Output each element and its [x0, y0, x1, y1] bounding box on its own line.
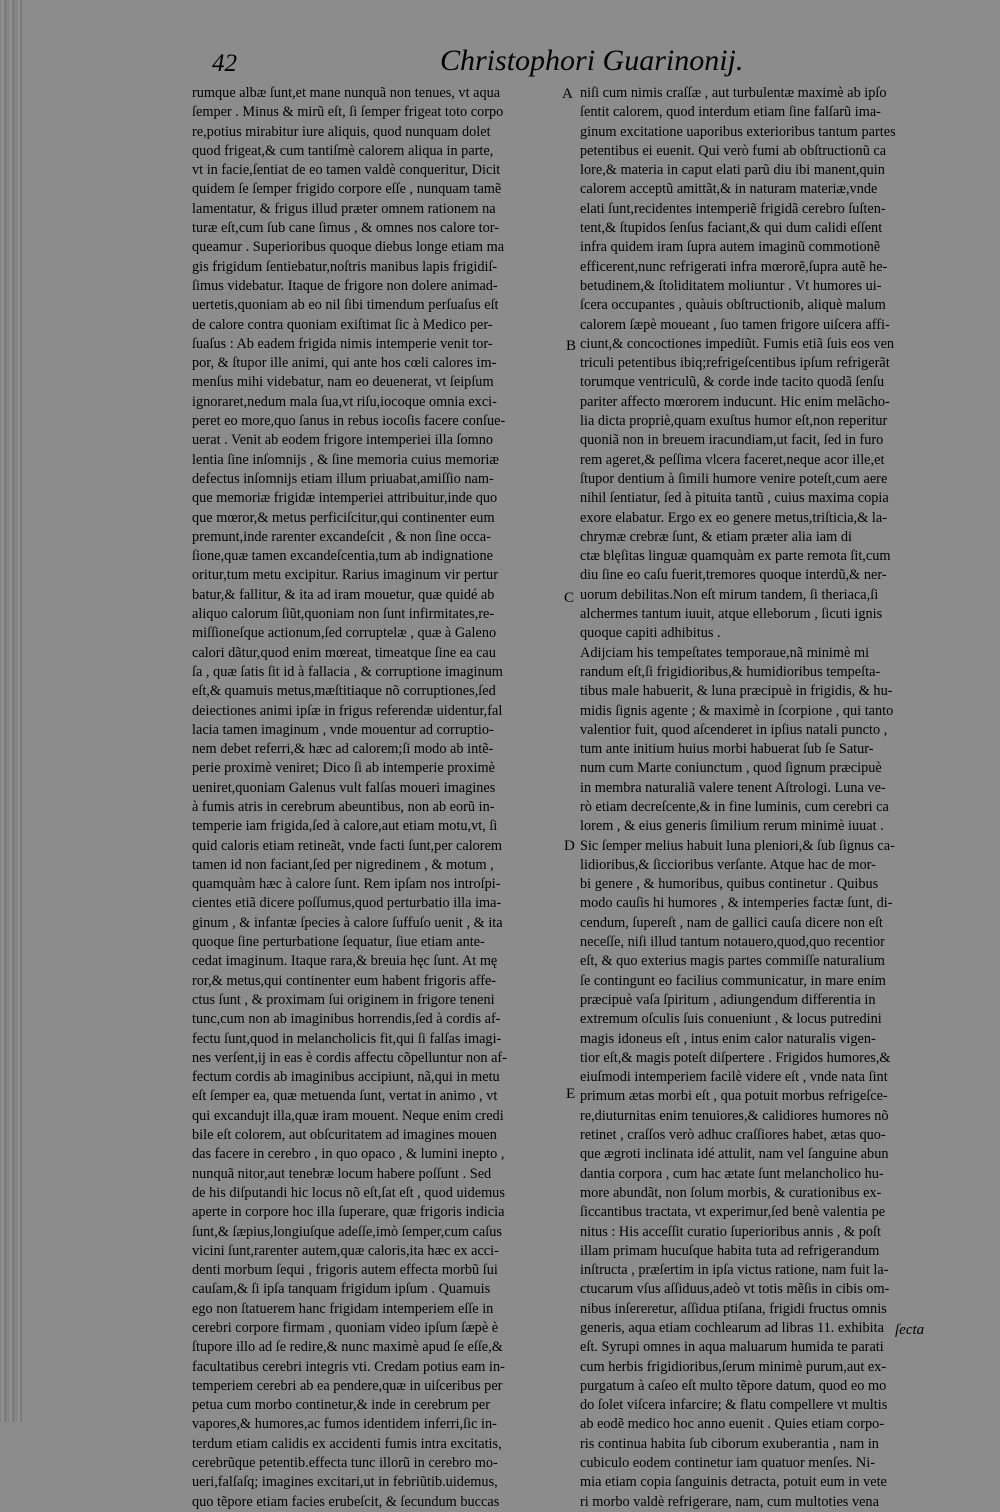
- text-line: de his diſputandi hic locus nõ eſt,ſat eſt , quod uidemus: [192, 1184, 505, 1201]
- text-line: valentior fuit, quod aſcenderet in ipſius natali puncto ,: [580, 721, 888, 738]
- margin-marker-d: D: [564, 838, 575, 854]
- text-line: illam primam hucuſque habita tuta ad refrigerandum: [580, 1242, 880, 1259]
- text-line: facultatibus cerebri integris vti. Credam potius eam in-: [192, 1358, 505, 1375]
- running-head: Christophori Guarinonij.: [440, 44, 744, 77]
- text-line: ciunt,& concoctiones impediũt. Fumis etiã ſuis eos ven: [580, 335, 895, 352]
- text-line: temperiem cerebri ab ea pendere,quæ in uiſceribus per: [192, 1377, 503, 1394]
- text-line: quidem ſe ſemper frigido corpore eſſe , nunquam tamẽ: [192, 181, 502, 198]
- text-line: ſentit calorem, quod interdum etiam ſine falſarũ ima-: [580, 104, 881, 121]
- text-line: eſt, & quo exterius magis partes commiſſe naturalium: [580, 953, 885, 970]
- right-text-column: [580, 84, 956, 1512]
- text-line: eſt. Syrupi omnes in aqua maluarum humida te parati: [580, 1339, 884, 1356]
- text-line: uertetis,quoniam ab eo nil ſibi timendum perſuaſus eſt: [192, 297, 499, 314]
- left-text-column: [192, 84, 552, 1512]
- text-line: tunc,cum non ab imaginibus horrendis,ſed à cordis af-: [192, 1011, 501, 1028]
- text-line: ab eodẽ medico hoc anno euenit . Quies etiam corpo-: [580, 1416, 885, 1433]
- text-line: ſione,quæ tamen excandeſcentia,tum ab indignatione: [192, 548, 493, 565]
- text-line: menſus mihi videbatur, nam eo deuenerat, vt ſeipſum: [192, 374, 494, 391]
- margin-marker-b: B: [566, 338, 577, 354]
- text-line: cubiculo eodem continetur iam quatuor menſes. Ni-: [580, 1455, 875, 1472]
- text-line: tamen id non faciant,ſed per nigredinem , & motum ,: [192, 856, 494, 873]
- text-line: petentibus ei euenit. Qui verò fumi ab obſtructionũ ca: [580, 142, 887, 159]
- text-line: lamentatur, & frigus illud præter omnem rationem na: [192, 200, 496, 217]
- text-line: rem ageret,& peſſima vlcera faceret,neque acor ille,et: [580, 451, 885, 468]
- text-line: chrymæ crebræ ſunt, & etiam præter alia iam di: [580, 528, 852, 545]
- text-line: randum eſt,ſi frigidioribus,& humidioribus tempeſta-: [580, 663, 881, 680]
- text-line: rò etiam decreſcente,& in fine luminis, cum cerebri ca: [580, 798, 889, 815]
- text-line: por, & ſtupor ille animi, qui ante hos cœli calores im-: [192, 355, 497, 372]
- text-line: gis frigidum ſentiebatur,noſtris manibus lapis frigidiſ-: [192, 258, 498, 275]
- text-line: torumque ventriculũ, & corde inde tacito quodã ſenſu: [580, 374, 885, 391]
- text-line: cerebrũque petentib.effecta tunc illorũ in cerebro mo-: [192, 1455, 498, 1472]
- catchword: ſecta: [895, 1322, 925, 1338]
- text-line: quid caloris etiam retineãt, vnde facti ſunt,per calorem: [192, 837, 503, 854]
- text-line: ginum , & infantæ ſpecies à calore ſuffuſo uenit , & ita: [192, 914, 503, 931]
- margin-marker-a: A: [562, 86, 573, 102]
- page-edge-shadow: [0, 0, 22, 1422]
- text-line: ſimus videbatur. Itaque de frigore non dolere animad-: [192, 277, 498, 294]
- margin-marker-c: C: [564, 590, 575, 606]
- text-line: midis ſignis agente ; & maximè in ſcorpione , qui tanto: [580, 702, 894, 719]
- text-line: batur,& fallitur, & ita ad iram mouetur, quæ quidé ab: [192, 586, 495, 603]
- text-line: petua cum morbo continetur,& inde in cerebrum per: [192, 1397, 490, 1414]
- text-line: nibus inſereretur, aſſidua ptiſana, frigidi fructus omnis: [580, 1300, 887, 1317]
- text-line: Sic ſemper melius habuit luna pleniori,& ſub ſignus ca-: [580, 837, 895, 854]
- text-line: queamur . Superioribus quoque diebus longe etiam ma: [192, 239, 505, 256]
- text-line: eſt,& quamuis metus,mæſtitiaque nõ corruptiones,ſed: [192, 683, 496, 700]
- text-line: efficerent,nunc refrigerati infra mœrorẽ,ſupra autẽ he-: [580, 258, 888, 275]
- text-line: eſt ſemper ea, quæ metuenda ſunt, vertat in animo , vt: [192, 1088, 498, 1105]
- text-line: triculi petentibus ibiq;refrigeſcentibus ipſum refrigerãt: [580, 355, 890, 372]
- text-line: calorem acceptũ amittãt,& in naturam materiæ,vnde: [580, 181, 878, 198]
- text-line: fectum cordis ab imaginibus accipiunt, nã,qui in metu: [192, 1069, 500, 1086]
- text-line: re,potius mirabitur iure aliquis, quod nunquam dolet: [192, 123, 491, 140]
- page-number: 42: [212, 50, 237, 77]
- text-line: quo tẽpore etiam facies erubeſcit, & ſecundum buccas: [192, 1493, 500, 1510]
- text-line: in membra naturaliã valere tenent Aſtrologi. Luna ve-: [580, 779, 886, 796]
- text-line: à fumis atris in cerebrum abeuntibus, non ab eorũ in-: [192, 798, 495, 815]
- text-line: diu ſine eo caſu fuerit,tremores quoque interdũ,& ner-: [580, 567, 887, 584]
- text-line: terdum etiam calidis ex accidenti fumis intra excitatis,: [192, 1435, 502, 1452]
- text-line: retinet , craſſos verò adhuc craſſiores habet, ætas quo-: [580, 1127, 886, 1144]
- text-line: premunt,inde rarenter excandeſcit , & non ſine occa-: [192, 528, 491, 545]
- text-line: ri morbo valdè refrigerare, nam, cum multoties vena: [580, 1493, 879, 1510]
- text-line: ſa , quæ ſatis ſit id à fallacia , & corruptione imaginum: [192, 663, 503, 680]
- text-line: modo cauſis hi humores , & intemperies factæ ſunt, di-: [580, 895, 893, 912]
- text-line: denti morbum ſequi , frigoris autem effecta morbũ ſui: [192, 1262, 498, 1279]
- text-line: ctæ blęſitas linguæ quamquàm ex parte remota ſit,cum: [580, 548, 891, 565]
- text-line: ſe contingunt eo facilius communicatur, in mare enim: [580, 972, 886, 989]
- text-line: quod frigeat,& cum tantiſmè calorem aliqua in parte,: [192, 142, 494, 159]
- text-line: ſtupor dentium à ſimili humore venire poteſt,cum aere: [580, 470, 888, 487]
- text-line: lentia ſine inſomnijs , & ſine memoria cuius memoriæ: [192, 451, 499, 468]
- text-line: calorem ſæpè moueant , ſuo tamen frigore uiſcera affi-: [580, 316, 890, 333]
- text-line: pariter affecto mœrorem inducunt. Hic enim melãcho-: [580, 393, 890, 410]
- text-line: lia dicta propriè,quam exuſtus humor eſt,non reperitur: [580, 413, 888, 430]
- text-line: ſtupore illo ad ſe redire,& nunc maximè apud ſe eſſe,&: [192, 1339, 503, 1356]
- text-line: purgatum à caſeo eſt multo tẽpore datum, quod eo mo: [580, 1377, 887, 1394]
- text-line: cendum, ſupereſt , nam de gallici cauſa dicere non eſt: [580, 914, 883, 931]
- text-line: ueri,falſaſq; imagines excitari,ut in febriũtib.uidemus,: [192, 1474, 498, 1491]
- text-line: ctucarum vſus aſſiduus,adeò vt totis mẽſis in cibis om-: [580, 1281, 890, 1298]
- text-line: ſunt,& ſæpius,longiuſque adeſſe,imò ſemper,cum caſus: [192, 1223, 502, 1240]
- text-line: uerat . Venit ab eodem frigore intemperiei illa ſomno: [192, 432, 494, 449]
- text-line: aperte in corpore hoc illa ſuperare, quæ frigoris indicia: [192, 1204, 505, 1221]
- text-line: vt in facie,ſentiat de eo tamen valdè conqueritur, Dicit: [192, 162, 501, 179]
- text-line: oritur,tum metu excipitur. Rarius imaginum vir pertur: [192, 567, 498, 584]
- text-line: ignoraret,nedum mala ſua,vt riſu,iocoque omnia exci-: [192, 393, 497, 410]
- text-line: turæ eſt,cum ſub cane ſimus , & omnes nos calore tor-: [192, 220, 500, 237]
- text-line: quoniã non in breuem iracundiam,ut facit, ſed in furo: [580, 432, 884, 449]
- text-line: generis, aqua etiam cochlearum ad libras 11. exhibita: [580, 1320, 884, 1336]
- text-line: ctus ſunt , & proximam ſui originem in frigore teneni: [192, 991, 495, 1008]
- text-line: quoque capiti adhibitus .: [580, 625, 721, 642]
- text-line: temperie iam frigida,ſed à calore,aut etiam motu,vt, ſi: [192, 818, 498, 835]
- text-line: tum ante initium huius morbi habuerat ſub ſe Satur-: [580, 741, 874, 758]
- text-line: lorem , & eius generis ſimilium rerum minimè iuuat .: [580, 818, 884, 835]
- text-line: tent,& ſtupidos ſenſus faciant,& qui dum calidi eſſent: [580, 220, 883, 237]
- text-line: ginum excitatione uaporibus exterioribus tantum partes: [580, 123, 896, 140]
- margin-marker-e: E: [566, 1086, 576, 1102]
- text-line: cum herbis frigidioribus,ſerum minimè purum,aut ex-: [580, 1358, 887, 1375]
- text-line: aliquo calorum ſiũt,quoniam non ſunt infirmitates,re-: [192, 606, 495, 623]
- text-line: nes verſent,ij in eas è cordis affectu cõpelluntur non af-: [192, 1049, 507, 1066]
- text-line: nihil ſentiatur, ſed à pituita tantũ , cuius maxima copia: [580, 490, 889, 507]
- text-line: ego non ſtatuerem hanc frigidam intemperiem eſſe in: [192, 1300, 494, 1317]
- text-line: calori dãtur,quod enim mœreat, timeatque ſine ea cau: [192, 644, 496, 661]
- text-line: do ſolet viſcera infarcire; & flatu compellere vt multis: [580, 1397, 888, 1414]
- text-line: alchermes tantum iuuit, atque elleborum , ſicuti ignis: [580, 606, 883, 623]
- text-line: rumque albæ ſunt,et mane nunquã non tenues, vt aqua: [192, 85, 501, 101]
- text-line: re,diuturnitas enim tenuiores,& calidiores humores nõ: [580, 1107, 889, 1124]
- text-line: magis idoneus eſt , intus enim calor naturalis vigen-: [580, 1030, 876, 1047]
- text-line: betudinem,& ſtoliditatem moliuntur . Vt humores ui-: [580, 277, 882, 294]
- text-line: miſſioneſque actionum,ſed corruptelæ , quæ à Galeno: [192, 625, 497, 642]
- text-line: deiectiones animi ipſæ in frigus referendæ uidentur,fal: [192, 702, 503, 719]
- text-line: tior eſt,& magis poteſt diſpertere . Frigidos humores,&: [580, 1049, 891, 1066]
- text-line: neceſſe, niſi illud tantum notauero,quod,quo recentior: [580, 934, 885, 951]
- text-line: fectu ſunt,quod in melancholicis fit,qui ſi falſas imagi-: [192, 1030, 502, 1047]
- text-line: tibus male habuerit, & luna præcipuè in frigidis, & hu-: [580, 683, 893, 700]
- text-line: elati ſunt,recidentes intemperiẽ frigidã cerebro ſuſten-: [580, 200, 886, 217]
- text-line: nitus : His acceſſit curatio ſuperioribus annis , & poſt: [580, 1223, 881, 1240]
- text-line: num cum Marte coniunctum , quod ſignum præcipuè: [580, 760, 882, 777]
- text-line: ueniret,quoniam Galenus vult falſas moueri imagines: [192, 779, 496, 796]
- text-line: bi genere , & humoribus, quibus continetur . Quibus: [580, 876, 879, 893]
- text-line: eiuſmodi intemperiem facilè videre eſt , vnde nata ſint: [580, 1069, 888, 1086]
- text-line: defectus inſomnijs etiam illum priuabat,amiſſio nam-: [192, 470, 494, 487]
- text-line: que ægroti inclinata idé attulit, nam vel ſanguine abun: [580, 1146, 889, 1163]
- text-line: cedat imaginum. Itaque rara,& breuia hęc ſunt. At mę: [192, 953, 498, 970]
- text-line: præcipuè vaſa ſpiritum , adiungendum differentia in: [580, 991, 876, 1008]
- text-line: primum ætas morbi eſt , qua potuit morbus refrigeſce-: [580, 1088, 888, 1105]
- text-line: que mœror,& metus perficiſcitur,qui continenter eum: [192, 509, 495, 526]
- text-line: bile eſt colorem, aut obſcuritatem ad imagines mouen: [192, 1127, 497, 1144]
- text-line: extremum oſculis ſuis conueniunt , & locus putredini: [580, 1011, 882, 1028]
- text-line: infra quidem iram ſupra autem imaginũ commotionẽ: [580, 239, 881, 256]
- text-line: cerebri corpore firmam , quoniam video ipſum ſæpè è: [192, 1320, 499, 1336]
- text-line: inſtructa , præſertim in ipſa victus ratione, nam fuit la-: [580, 1262, 889, 1279]
- text-line: mia etiam copia ſanguinis detracta, potuit eum in vete: [580, 1474, 887, 1491]
- text-line: das facere in cerebro , in quo opaco , & lumini inepto ,: [192, 1146, 505, 1163]
- text-line: ſiccantibus tractata, vt experimur,ſed benè valentia pe: [580, 1204, 886, 1221]
- text-line: qui excandujt illa,quæ iram mouent. Neque enim credi: [192, 1107, 504, 1124]
- text-line: nunquã nitor,aut tenebræ locum habere poſſunt . Sed: [192, 1165, 492, 1182]
- text-line: ris continua habita ſub ciborum exuberantia , nam in: [580, 1435, 879, 1452]
- text-line: niſi cum nimis craſſæ , aut turbulentæ maximè ab ipſo: [580, 85, 887, 101]
- text-line: vapores,& humores,ac fumos identidem inferri,ſic in-: [192, 1416, 497, 1433]
- text-line: lore,& materia in caput elati parũ diu ibi manent,quin: [580, 162, 885, 179]
- text-line: perie proximè veniret; Dico ſi ab intemperie proximè: [192, 760, 495, 777]
- text-line: de calore contra quoniam exiſtimat ſic à Medico per-: [192, 316, 493, 333]
- text-line: more abundãt, non ſolum morbis, & curationibus ex-: [580, 1184, 882, 1201]
- text-line: cientes etiã dicere poſſumus,quod perturbatio illa ima-: [192, 895, 502, 912]
- text-line: quoque ſine perturbatione ſequatur, ſiue etiam ante-: [192, 934, 485, 951]
- text-line: ſemper . Minus & mirũ eſt, ſi ſemper frigeat toto corpo: [192, 104, 504, 121]
- text-line: quamquàm hæc à calore ſunt. Rem ipſam nos introſpi-: [192, 876, 501, 893]
- text-line: ſuaſus : Ab eadem frigida nimis intemperie venit tor-: [192, 335, 493, 352]
- text-line: dantia corpora , cum hac ætate ſunt melancholico hu-: [580, 1165, 884, 1182]
- text-line: ror,& metus,qui continenter eum habent frigoris affe-: [192, 972, 497, 989]
- text-line: que memoriæ frigidæ intemperiei attribuitur,inde quo: [192, 490, 498, 507]
- text-line: exore elabatur. Ergo ex eo genere metus,triſticia,& la-: [580, 509, 887, 526]
- text-line: vicini ſunt,rarenter autem,quæ caloris,ita hæc ex acci-: [192, 1242, 499, 1259]
- text-line: lacia tamen imaginum , vnde mouentur ad corruptio-: [192, 721, 494, 738]
- text-line: uorum debilitas.Non eſt mirum tandem, ſi theriaca,ſi: [580, 586, 879, 603]
- text-line: lidioribus,& ſiccioribus verſante. Atque hac de mor-: [580, 856, 876, 873]
- text-line: Adijciam his tempeſtates temporaue,nã minimè mi: [580, 644, 870, 661]
- text-line: nem debet referri,& hæc ad calorem;ſi modo ab intẽ-: [192, 741, 494, 758]
- text-line: cauſam,& ſi ipſa tanquam frigidum ipſum . Quamuis: [192, 1281, 491, 1298]
- text-line: ſcera occupantes , quàuis obſtructionib, aliquè malum: [580, 297, 886, 314]
- text-line: peret eo more,quo ſanus in rebus iocoſis facere conſue-: [192, 413, 506, 430]
